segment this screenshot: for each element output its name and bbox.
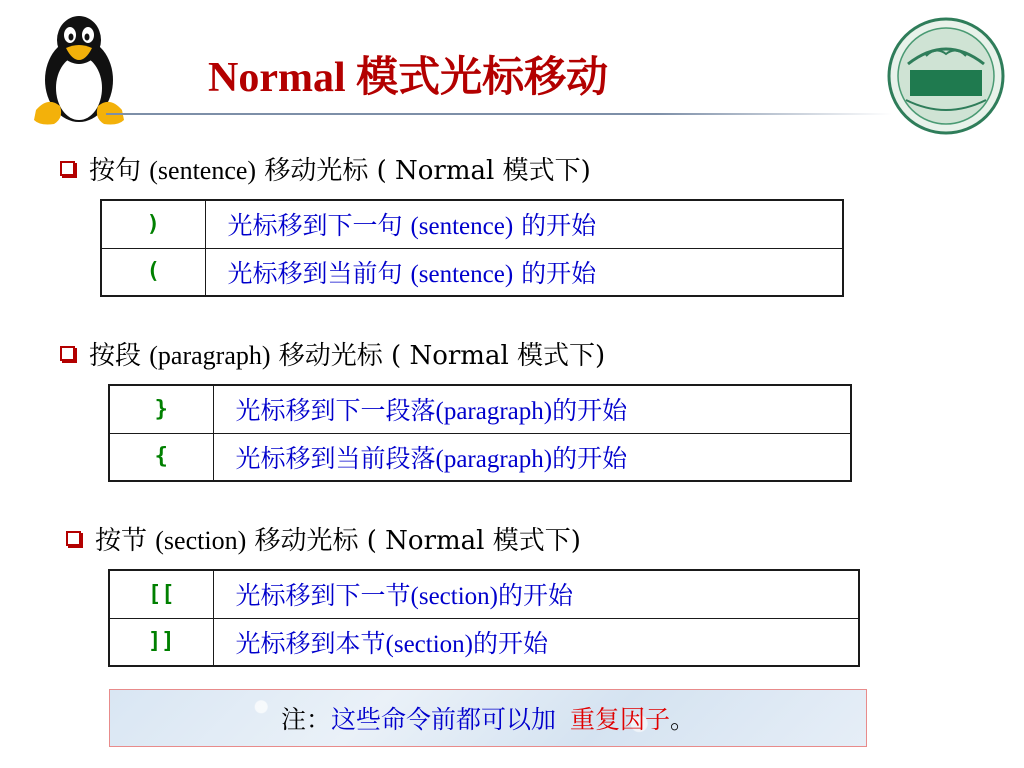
tux-penguin-logo (28, 10, 130, 128)
bullet-square-icon (60, 161, 75, 176)
bullet-square-icon (66, 531, 81, 546)
table-row (101, 248, 843, 296)
command-description: 光标移到下一句 (sentence) 的开始 (205, 200, 843, 248)
note-box (109, 689, 867, 747)
table-row (109, 570, 859, 618)
command-key: ( (101, 248, 205, 296)
command-description: 光标移到下一节(section)的开始 (213, 570, 859, 618)
note-end: 。 (670, 705, 696, 734)
note-label: 注： (280, 705, 331, 734)
table-row (109, 433, 851, 481)
sentence-command-table (100, 199, 844, 297)
command-key: ) (101, 200, 205, 248)
note-text: 这些命令前都可以加 (330, 705, 556, 734)
command-key: [[ (109, 570, 213, 618)
table-row (109, 385, 851, 433)
table-row (101, 200, 843, 248)
university-seal-logo (886, 16, 1006, 136)
paragraph-command-table (108, 384, 852, 482)
table-row (109, 618, 859, 666)
command-key: ]] (109, 618, 213, 666)
bullet-square-icon (60, 346, 75, 361)
section-heading-sentence: 按句 (sentence) 移动光标 ( Normal 模式下) (60, 150, 591, 187)
section-heading-paragraph: 按段 (paragraph) 移动光标 ( Normal 模式下) (60, 335, 605, 372)
section-heading-section: 按节 (section) 移动光标 ( Normal 模式下) (66, 520, 581, 557)
command-key: { (109, 433, 213, 481)
section-command-table (108, 569, 860, 667)
command-description: 光标移到当前段落(paragraph)的开始 (213, 433, 851, 481)
command-description: 光标移到下一段落(paragraph)的开始 (213, 385, 851, 433)
command-description: 光标移到当前句 (sentence) 的开始 (205, 248, 843, 296)
command-description: 光标移到本节(section)的开始 (213, 618, 859, 666)
title-divider (106, 113, 892, 115)
command-key: } (109, 385, 213, 433)
note-highlight: 重复因子 (570, 705, 671, 734)
page-title: Normal 模式光标移动 (208, 55, 609, 101)
